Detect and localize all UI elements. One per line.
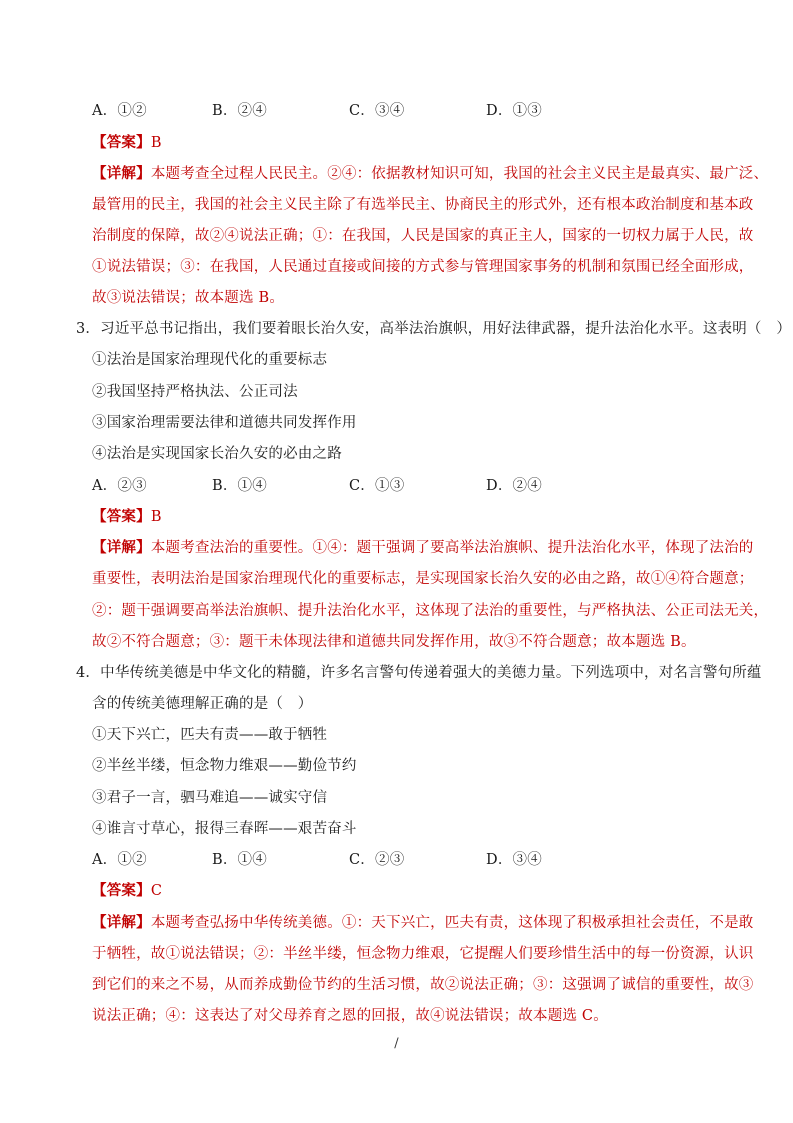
- q4-stem-line-1: [76, 663, 762, 683]
- q2-detail-line-4: ①说法错误；③：在我国，人民通过直接或间接的方式参与管理国家事务的机制和氛围已经全面形成，: [92, 259, 754, 275]
- q2-option-b: B．②④: [212, 103, 267, 119]
- q4-answer: [92, 881, 162, 901]
- answer-tag: 【答案】: [92, 508, 151, 525]
- answer-tag: 【答案】: [92, 882, 151, 899]
- q3-detail-line-2: 重要性，表明法治是国家治理现代化的重要标志，是实现国家长治久安的必由之路，故①④符合题意；: [92, 571, 754, 587]
- q2-answer-value: B: [150, 135, 162, 151]
- q4-option-b: B．①④: [212, 852, 267, 868]
- q4-detail-line-3: 到它们的来之不易，从而养成勤俭节约的生活习惯，故②说法正确；③：这强调了诚信的重要性，故③: [92, 977, 754, 993]
- q2-option-a: A．①②: [92, 103, 147, 119]
- q4-detail-line-2: 于牺牲，故①说法错误；②：半丝半缕，恒念物力维艰，它提醒人们要珍惜生活中的每一份资源，认识: [92, 946, 754, 962]
- q4-number: 4．: [76, 665, 101, 681]
- q2-detail-line-3: 治制度的保障，故②④说法正确；①：在我国，人民是国家的真正主人，国家的一切权力属于人民，故: [92, 228, 754, 244]
- q4-detail-line-1: [92, 913, 754, 933]
- q2-detail-line-5: 故③说法错误；故本题选 B。: [92, 290, 285, 306]
- q3-stem-text: 习近平总书记指出，我们要着眼长治久安，高举法治旗帜，用好法律武器，提升法治化水平。这表明（ ）: [100, 321, 792, 337]
- q3-number: 3．: [76, 321, 101, 337]
- q4-statement-1: ①天下兴亡，匹夫有责——敢于牺牲: [92, 727, 328, 743]
- q3-statement-1: ①法治是国家治理现代化的重要标志: [92, 352, 328, 368]
- detail-text: 本题考查弘扬中华传统美德。①：天下兴亡，匹夫有责，这体现了积极承担社会责任，不是敢: [150, 915, 754, 931]
- q4-detail-line-4: 说法正确；④：这表达了对父母养育之恩的回报，故④说法错误；故本题选 C。: [92, 1008, 608, 1024]
- q3-option-b: B．①④: [212, 478, 267, 494]
- answer-tag: 【答案】: [92, 134, 151, 151]
- q3-statement-4: ④法治是实现国家长治久安的必由之路: [92, 446, 342, 462]
- q3-stem: [76, 319, 791, 339]
- q4-statement-3: ③君子一言，驷马难追——诚实守信: [92, 790, 328, 806]
- q3-detail-line-4: 故②不符合题意；③：题干未体现法律和道德共同发挥作用，故③不符合题意；故本题选 B。: [92, 634, 696, 650]
- q3-option-c: C．①③: [349, 478, 405, 494]
- q2-detail-line-1: [92, 164, 768, 184]
- q3-answer: [92, 507, 162, 527]
- q3-statement-3: ③国家治理需要法律和道德共同发挥作用: [92, 415, 357, 431]
- q2-option-d: D．①③: [486, 103, 542, 119]
- detail-tag: 【详解】: [92, 539, 151, 556]
- q4-option-d: D．③④: [486, 852, 542, 868]
- detail-text: 本题考查全过程人民民主。②④：依据教材知识可知，我国的社会主义民主是最真实、最广泛、: [150, 166, 769, 182]
- q4-answer-value: C: [150, 883, 163, 899]
- q2-detail-line-2: 最管用的民主，我国的社会主义民主除了有选举民主、协商民主的形式外，还有根本政治制度和基本政: [92, 197, 754, 213]
- detail-tag: 【详解】: [92, 914, 151, 931]
- detail-tag: 【详解】: [92, 165, 151, 182]
- q4-statement-4: ④谁言寸草心，报得三春晖——艰苦奋斗: [92, 821, 357, 837]
- page-footer: /: [394, 1036, 399, 1051]
- q3-detail-line-1: [92, 538, 754, 558]
- q4-option-a: A．①②: [92, 852, 147, 868]
- q3-detail-line-3: ②：题干强调要高举法治旗帜、提升法治化水平，这体现了法治的重要性，与严格执法、公正司法无关，: [92, 603, 769, 619]
- detail-text: 本题考查法治的重要性。①④：题干强调了要高举法治旗帜、提升法治化水平，体现了法治的: [150, 540, 754, 556]
- q4-statement-2: ②半丝半缕，恒念物力维艰——勤俭节约: [92, 758, 357, 774]
- q4-option-c: C．②③: [349, 852, 405, 868]
- q4-stem-line-2: 含的传统美德理解正确的是（ ）: [92, 696, 313, 712]
- q3-option-a: A．②③: [92, 478, 147, 494]
- q2-answer: [92, 133, 162, 153]
- q3-statement-2: ②我国坚持严格执法、公正司法: [92, 384, 298, 400]
- q3-option-d: D．②④: [486, 478, 542, 494]
- q3-answer-value: B: [150, 509, 162, 525]
- q2-option-c: C．③④: [349, 103, 405, 119]
- q4-stem-text: 中华传统美德是中华文化的精髓，许多名言警句传递着强大的美德力量。下列选项中，对名言警句所蕴: [100, 665, 762, 681]
